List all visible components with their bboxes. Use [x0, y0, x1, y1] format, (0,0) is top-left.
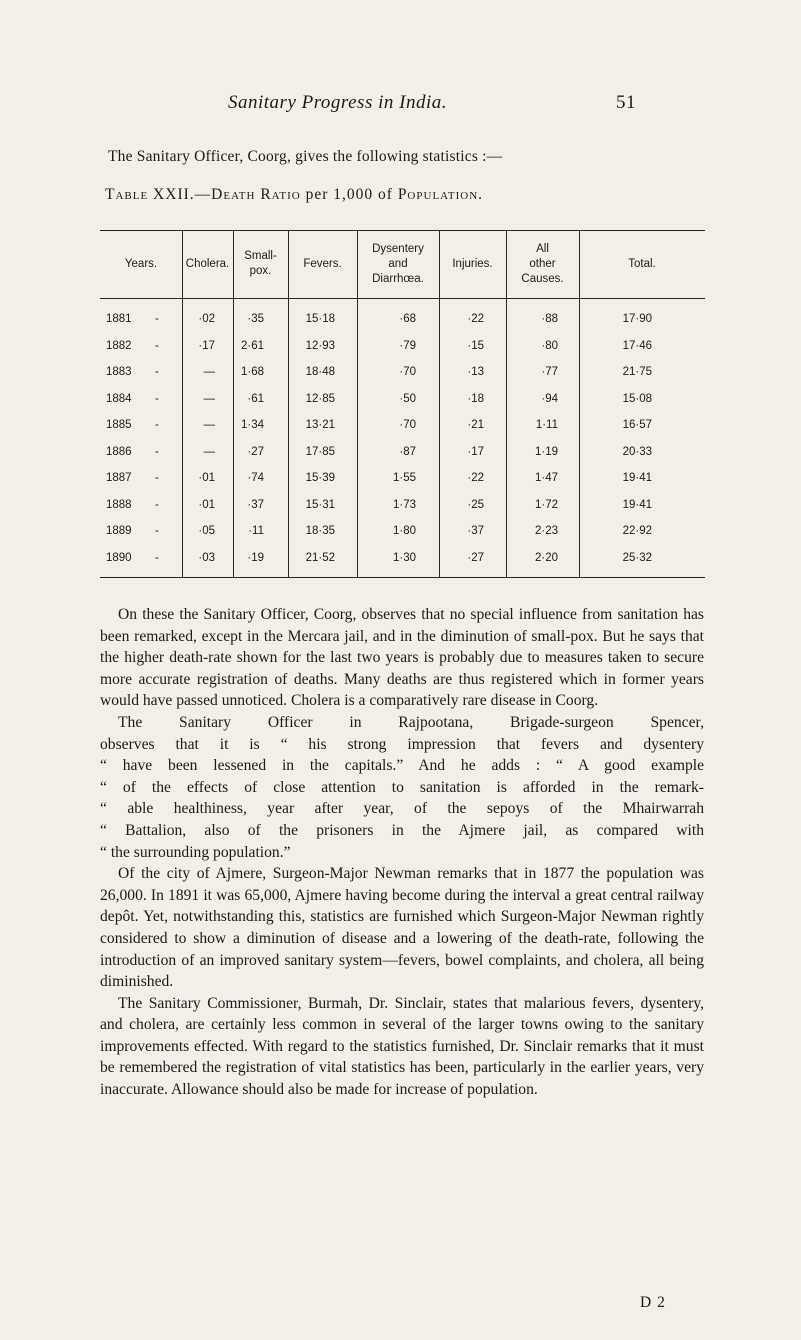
- quote-line: “ of the effects of close attention to sanitation is afforded in the remark-: [100, 778, 704, 796]
- paragraph-burmah: The Sanitary Commissioner, Burmah, Dr. Sinclair, states that malarious fevers, dysentery, and cholera, are certainly less common in several of the larger towns owing to the sanitary improvements effected. With regard to the statistics furnished, Dr. Sinclair remarks that it must be remembered the registration of vital statistics has been, particularly in the earlier years, very inaccurate. Allowance should also be made for increase of population.: [100, 994, 704, 1099]
- cell-year: 1882: [106, 339, 132, 352]
- cell-dash: -: [155, 339, 159, 352]
- table-row: [100, 335, 705, 360]
- caption-main: Death Ratio: [211, 186, 301, 203]
- table-row: [100, 361, 705, 386]
- quote-line: “ able healthiness, year after year, of the sepoys of the Mhairwarrah: [100, 800, 704, 818]
- cell-total: 19·41: [622, 472, 652, 484]
- cell-cholera: ·01: [198, 472, 215, 484]
- quote-line: “ the surrounding population.”: [100, 843, 291, 861]
- caption-end: Population.: [397, 186, 484, 203]
- cell-total: 20·33: [622, 445, 652, 458]
- cell-injuries: ·17: [467, 445, 484, 458]
- cell-total: 15·08: [622, 392, 652, 405]
- cell-total: 19·41: [622, 498, 652, 511]
- cell-total: 22·92: [622, 525, 652, 537]
- cell-cholera: ·17: [198, 339, 215, 352]
- table-row: [100, 547, 705, 572]
- cell-total: 21·75: [622, 366, 652, 378]
- table-row: [100, 308, 705, 333]
- caption-prefix: Table XXII.—: [105, 186, 212, 203]
- cell-other: ·80: [541, 339, 558, 352]
- table-row: [100, 441, 705, 466]
- cell-dash: -: [155, 525, 159, 537]
- table-caption: [105, 186, 483, 204]
- cell-dysentery: 1·55: [392, 472, 416, 484]
- cell-total: 16·57: [622, 419, 652, 431]
- cell-year: 1884: [106, 392, 132, 405]
- cell-other: 1·72: [534, 498, 558, 511]
- cell-smallpox: ·61: [247, 392, 264, 405]
- cell-other: ·94: [541, 392, 558, 405]
- cell-year: 1886: [106, 445, 132, 458]
- cell-total: 25·32: [622, 551, 652, 564]
- cell-dash: -: [155, 419, 159, 431]
- header-total: Total.: [628, 257, 656, 270]
- cell-year: 1883: [106, 366, 132, 378]
- table-row: [100, 414, 705, 439]
- cell-smallpox: 1·34: [240, 419, 264, 431]
- cell-smallpox: ·35: [247, 313, 264, 325]
- table-row: [100, 520, 705, 545]
- cell-year: 1885: [106, 419, 132, 431]
- cell-fevers: 15·31: [305, 498, 335, 511]
- cell-year: 1881: [106, 313, 132, 325]
- header-cholera: Cholera.: [185, 257, 230, 270]
- cell-dysentery: 1·80: [392, 525, 416, 537]
- cell-cholera: —: [203, 419, 215, 431]
- cell-smallpox: 2·61: [240, 339, 264, 352]
- paragraph-coorg: On these the Sanitary Officer, Coorg, observes that no special influence from sanitation has been remarked, except in the Mercara jail, and in the diminution of small-pox. But he says that the higher death-rate shown for the last two years is probably due to measures taken to secure more accurate registration of deaths. Many deaths are thus registered which in former years would have passed unnoticed. Cholera is a comparatively rare disease in Coorg.: [100, 606, 704, 710]
- cell-injuries: ·27: [467, 551, 484, 564]
- cell-cholera: ·01: [198, 498, 215, 511]
- header-years: Years.: [124, 257, 158, 270]
- body-text: [100, 604, 704, 1101]
- cell-other: 2·23: [534, 525, 558, 537]
- cell-other: 1·19: [534, 445, 558, 458]
- cell-dash: -: [155, 392, 159, 405]
- cell-cholera: ·03: [198, 551, 215, 564]
- cell-fevers: 17·85: [305, 445, 335, 458]
- cell-fevers: 15·18: [305, 313, 335, 325]
- cell-dysentery: ·50: [399, 392, 416, 405]
- cell-year: 1887: [106, 472, 132, 484]
- cell-dash: -: [155, 551, 159, 564]
- cell-year: 1888: [106, 498, 132, 511]
- header-dysentery: Dysentery and Diarrhœa.: [372, 242, 424, 285]
- page-title: Sanitary Progress in India.: [228, 92, 447, 113]
- cell-dash: -: [155, 445, 159, 458]
- header-other-causes: All other Causes.: [521, 242, 564, 285]
- table-row: [100, 467, 705, 492]
- cell-fevers: 12·85: [305, 392, 335, 405]
- cell-cholera: —: [203, 445, 215, 458]
- table-header-rule: [100, 298, 705, 299]
- quote-line: “ Battalion, also of the prisoners in the Ajmere jail, as compared with: [100, 821, 704, 839]
- cell-dash: -: [155, 366, 159, 378]
- header-fevers: Fevers.: [303, 257, 342, 270]
- table-row: [100, 494, 705, 519]
- cell-injuries: ·22: [467, 313, 484, 325]
- cell-other: ·88: [541, 313, 558, 325]
- cell-cholera: ·05: [198, 525, 215, 537]
- cell-fevers: 18·48: [305, 366, 335, 378]
- signature-mark: D 2: [640, 1294, 666, 1311]
- death-ratio-table: [100, 230, 705, 578]
- cell-dysentery: ·68: [399, 313, 416, 325]
- table-bottom-rule: [100, 577, 705, 578]
- cell-fevers: 15·39: [305, 472, 335, 484]
- cell-other: ·77: [541, 366, 558, 378]
- cell-dysentery: ·79: [399, 339, 416, 352]
- cell-other: 1·11: [535, 419, 558, 431]
- cell-injuries: ·15: [467, 339, 484, 352]
- cell-cholera: —: [203, 392, 215, 405]
- cell-year: 1890: [106, 551, 132, 564]
- intro-line: The Sanitary Officer, Coorg, gives the following statistics :—: [108, 148, 503, 165]
- cell-injuries: ·22: [467, 472, 484, 484]
- cell-fevers: 13·21: [305, 419, 335, 431]
- cell-cholera: —: [203, 366, 215, 378]
- quote-line: The Sanitary Officer in Rajpootana, Brigade-surgeon Spencer,: [118, 713, 704, 731]
- cell-injuries: ·37: [467, 525, 484, 537]
- cell-dysentery: 1·73: [392, 498, 416, 511]
- cell-total: 17·90: [622, 313, 652, 325]
- cell-fevers: 12·93: [305, 339, 335, 352]
- cell-dysentery: ·70: [399, 419, 416, 431]
- cell-injuries: ·25: [467, 498, 484, 511]
- cell-smallpox: ·19: [247, 551, 264, 564]
- cell-injuries: ·21: [467, 419, 484, 431]
- cell-dash: -: [155, 498, 159, 511]
- quote-line: observes that it is “ his strong impression that fevers and dysentery: [100, 735, 704, 753]
- cell-cholera: ·02: [198, 313, 215, 325]
- cell-injuries: ·18: [467, 392, 484, 405]
- cell-smallpox: ·11: [248, 525, 264, 537]
- cell-total: 17·46: [622, 339, 652, 352]
- cell-dash: -: [155, 472, 159, 484]
- paragraph-ajmere: Of the city of Ajmere, Surgeon-Major Newman remarks that in 1877 the population was 26,000. In 1891 it was 65,000, Ajmere having become during the interval a great central railway depôt. Yet, notwithstanding this, statistics are furnished which Surgeon-Major Newman rightly considered to show a diminution of disease and a lowering of the death-rate, following the introduction of an improved sanitary system—fevers, bowel complaints, and cholera, all being diminished.: [100, 865, 704, 991]
- paragraph-rajpootana: [100, 712, 704, 863]
- page-number: 51: [616, 92, 636, 113]
- cell-injuries: ·13: [467, 366, 484, 378]
- cell-smallpox: ·74: [247, 472, 264, 484]
- cell-dysentery: ·70: [399, 366, 416, 378]
- header-smallpox: Small- pox.: [244, 250, 277, 277]
- caption-mid: per 1,000 of: [300, 186, 398, 203]
- cell-other: 2·20: [534, 551, 558, 564]
- cell-dysentery: 1·30: [392, 551, 416, 564]
- cell-smallpox: 1·68: [240, 366, 264, 378]
- cell-fevers: 18·35: [305, 525, 335, 537]
- header-injuries: Injuries.: [452, 257, 493, 270]
- quote-line: “ have been lessened in the capitals.” And he adds : “ A good example: [100, 757, 704, 775]
- cell-year: 1889: [106, 525, 132, 537]
- cell-fevers: 21·52: [305, 551, 335, 564]
- cell-other: 1·47: [534, 472, 558, 484]
- cell-dash: -: [155, 313, 159, 325]
- cell-smallpox: ·27: [247, 445, 264, 458]
- table-row: [100, 388, 705, 413]
- cell-smallpox: ·37: [247, 498, 264, 511]
- cell-dysentery: ·87: [399, 445, 416, 458]
